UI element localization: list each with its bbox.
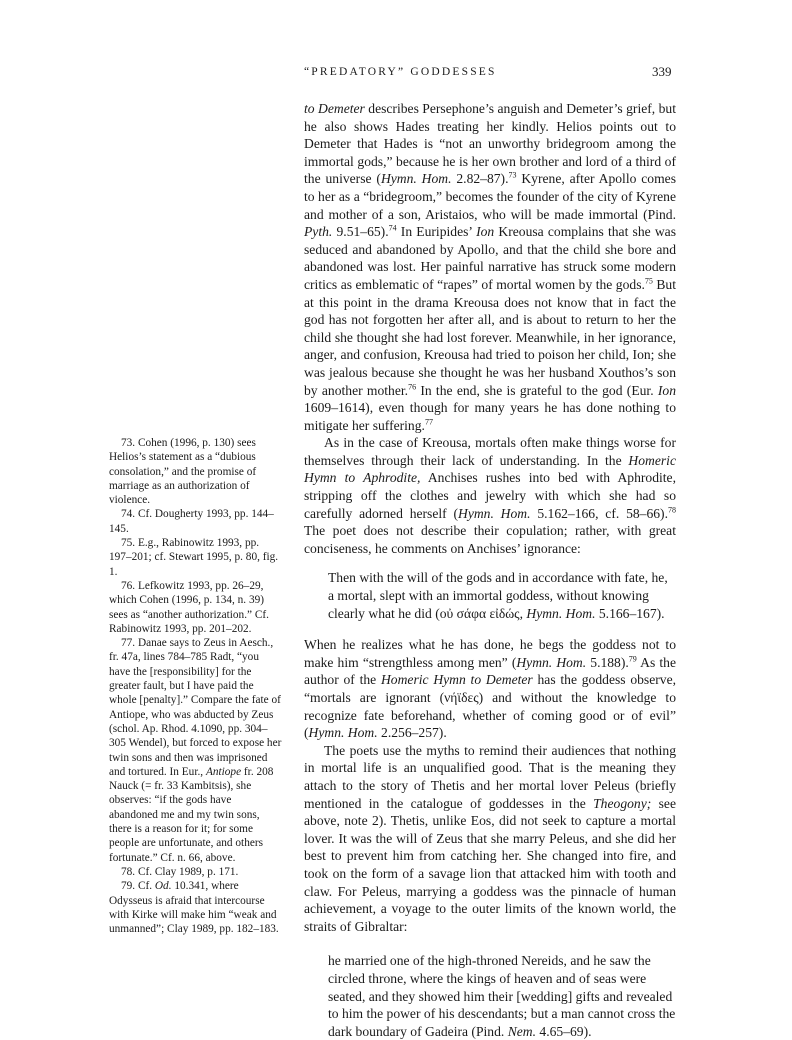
note-ref-75: 75: [644, 276, 653, 286]
footnote-73: 73. Cohen (1996, p. 130) sees Helios’s statement as a “dubious consolation,” and the promise of marriage as an authorization of violence.: [109, 437, 257, 507]
footnote-79: 79. Cf. Od. 10.341, where Odysseus is afraid that intercourse with Kirke will make him “weak and unmanned”; Clay 1989, pp. 182–183.: [109, 880, 279, 936]
footnote-74: 74. Cf. Dougherty 1993, pp. 144–145.: [109, 508, 274, 535]
note-ref-74: 74: [388, 223, 397, 233]
note-ref-79: 79: [628, 654, 637, 664]
paragraph-4: The poets use the myths to remind their audiences that nothing in mortal life is an unqualified good. That is the meaning they attach to the story of Thetis and her mortal lover Peleus (briefly mentioned in the catalogue of goddesses in the Theogony; see above, note 2). Thetis, unlike Eos, did not seek to capture a mortal lover. It was the will of Zeus that she marry Peleus, and she did her best to prevent him from catching her. She changed into fire, and took on the form of a savage lion that attacked him with tooth and claw. For Peleus, marrying a goddess was the pinnacle of human achievement, a voyage to the outer limits of the known world, the straits of Gibraltar:: [304, 742, 676, 934]
note-ref-73: 73: [508, 170, 517, 180]
footnote-76: 76. Lefkowitz 1993, pp. 26–29, which Cohen (1996, p. 134, n. 39) sees as “another authorization.” Cf. Rabinowitz 1993, pp. 201–202.: [109, 579, 269, 635]
page-number: 339: [652, 64, 672, 79]
note-ref-78: 78: [667, 505, 676, 515]
paragraph-2: As in the case of Kreousa, mortals often make things worse for themselves through their lack of understanding. In the Homeric Hymn to Aphrodite, Anchises rushes into bed with Aphrodite, stripping off the clothes and jewelry with which she had so carefully adorned herself (Hymn. Hom. 5.162–166, cf. 58–66).$^{78}$ The poet does not describe their copulation; rather, with great conciseness, he comments on Anchises’ ignorance:: [304, 435, 676, 556]
block-quote-1: Then with the will of the gods and in accordance with fate, he, a mortal, slept with an immortal goddess, without knowing clearly what he did (οὐ σάφα εἰδώς, Hymn. Hom. 5.166–167).: [328, 570, 668, 621]
main-text-column: [304, 100, 676, 1040]
running-title: “PREDATORY” GODDESSES: [304, 66, 497, 78]
paragraph-1: to Demeter describes Persephone’s anguish and Demeter’s grief, but he also shows Hades treating her kindly. Helios points out to Demeter that Hades is “not an unworthy bridegroom among the immortal gods,” because he is her own brother and lord of a third of the universe (Hymn. Hom. 2.82–87).$^{73}$ Kyrene, after Apollo comes to her as a “bridegroom,” becomes the founder of the city of Kyrene and mother of a son, Aristaios, who will be made immortal (Pind. Pyth. 9.51–65).$^{74}$ In Euripides’ Ion Kreousa complains that she was seduced and abandoned by Apollo, and that the child she bore and abandoned was lost. Her painful narrative has struck some modern critics as emblematic of “rapes” of mortal women by the gods.$^{75}$ But at this point in the drama Kreousa does not know that in fact the god has not forgotten her after all, and is about to return to her the child she thought she had lost forever. Meanwhile, in her ignorance, anger, and confusion, Kreousa had tried to poison her child, Ion; she was jealous because she thought he was her husband Xouthos’s son by another mother.$^{76}$ In the end, she is grateful to the god (Eur. Ion 1609–1614), even though for many years he has done nothing to mitigate her suffering.$^{77}$: [304, 101, 677, 433]
note-ref-77: 77: [424, 417, 433, 427]
paragraph-3: When he realizes what he has done, he begs the goddess not to make him “strengthless among men” (Hymn. Hom. 5.188).$^{79}$ As the author of the Homeric Hymn to Demeter has the goddess observe, “mortals are ignorant (νήϊδες) and without the knowledge to recognize fate beforehand, whether of coming good or of evil” (Hymn. Hom. 2.256–257).: [304, 637, 677, 741]
block-quote-2: he married one of the high-throned Nereids, and he saw the circled throne, where the kings of heaven and of seas were seated, and they showed him their [wedding] gifts and revealed to him the power of his descendants; but a man cannot cross the dark boundary of Gadeira (Pind. Nem. 4.65–69).: [328, 953, 676, 1039]
footnote-77: 77. Danae says to Zeus in Aesch., fr. 47a, lines 784–785 Radt, “you have the [responsibility] for the greater fault, but I have paid the whole [penalty].” Compare the fate of Antiope, who was abducted by Zeus (schol. Ap. Rhod. 4.1090, pp. 304–305 Wendel), but forced to expose her twin sons and then was imprisoned and tortured. In Eur., Antiope fr. 208 Nauck (= fr. 33 Kambitsis), she observes: “if the gods have abandoned me and my twin sons, there is a reason for it; for some people are unfortunate, and others fortunate.” Cf. n. 66, above.: [109, 637, 282, 864]
footnote-78: 78. Cf. Clay 1989, p. 171.: [121, 865, 239, 878]
footnotes-column: [109, 436, 282, 936]
note-ref-76: 76: [408, 381, 417, 391]
footnote-75: 75. E.g., Rabinowitz 1993, pp. 197–201; cf. Stewart 1995, p. 80, fig. 1.: [109, 537, 279, 578]
